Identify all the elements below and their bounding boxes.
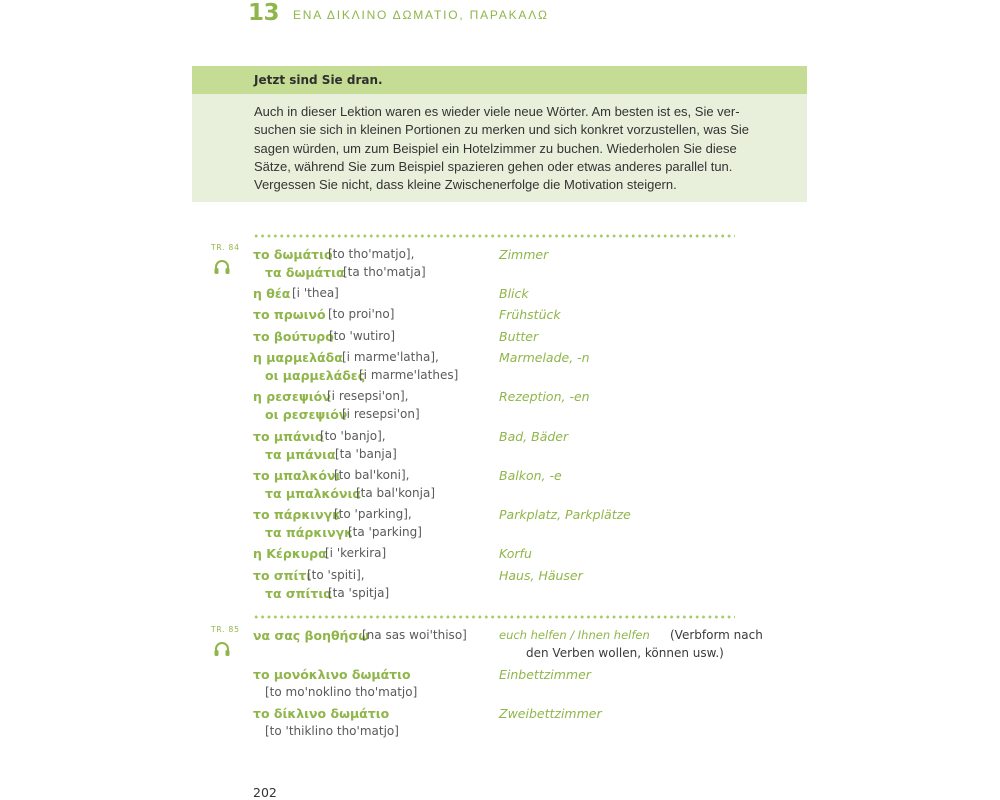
pronunciation: [i 'thea] <box>292 286 339 300</box>
dotted-divider <box>253 234 735 238</box>
translation: Butter <box>499 329 539 344</box>
pronunciation: [ta 'parking] <box>348 525 422 539</box>
translation: Frühstück <box>499 307 561 322</box>
translation: Haus, Häuser <box>499 568 583 583</box>
greek-word: οι μαρμελάδες <box>265 368 366 383</box>
exercise-line: suchen sie sich in kleinen Portionen zu merken und sich konkret vorzustellen, was Sie <box>254 122 749 138</box>
greek-word: το μπάνιο <box>253 429 324 444</box>
translation: Marmelade, -n <box>499 350 590 365</box>
pronunciation: [i 'kerkira] <box>325 546 387 560</box>
translation: Einbettzimmer <box>499 667 591 682</box>
greek-word: το μπαλκόνι <box>253 468 341 483</box>
pronunciation: [ta bal'konja] <box>356 486 435 500</box>
track-84-marker <box>211 243 240 275</box>
translation: Parkplatz, Parkplätze <box>499 507 631 522</box>
chapter-title: ΕΝΑ ΔΙΚΛΙΝΟ ΔΩΜΑΤΙΟ, ΠΑΡΑΚΑΛΩ <box>293 8 549 22</box>
greek-word: τα μπαλκόνια <box>265 486 361 501</box>
chapter-number: 13 <box>248 0 280 26</box>
headphones-icon[interactable] <box>213 641 231 657</box>
translation: euch helfen / Ihnen helfen <box>499 628 650 642</box>
exercise-line: sagen würden, um zum Beispiel ein Hotelzimmer zu buchen. Wiederholen Sie diese <box>254 140 737 156</box>
exercise-box-text <box>254 103 754 194</box>
greek-word: το δίκλινο δωμάτιο <box>253 706 390 721</box>
greek-word: το πάρκινγκ <box>253 507 342 522</box>
greek-word: να σας βοηθήσω <box>253 628 370 643</box>
track-label: TR. 84 <box>211 243 240 252</box>
pronunciation: [to 'banjo], <box>320 429 386 443</box>
headphones-icon[interactable] <box>213 259 231 275</box>
translation: Korfu <box>499 546 532 561</box>
greek-word: το δωμάτιο <box>253 247 333 262</box>
exercise-line: Auch in dieser Lektion waren es wieder viele neue Wörter. Am besten ist es, Sie ver- <box>254 104 740 119</box>
greek-word: το πρωινό <box>253 307 326 322</box>
page-number: 202 <box>253 785 277 800</box>
greek-word: τα σπίτια <box>265 586 332 601</box>
pronunciation: [i marme'latha], <box>342 350 439 364</box>
grammar-note: (Verbform nach <box>670 628 763 642</box>
translation: Rezeption, -en <box>499 389 590 404</box>
exercise-line: Sätze, während Sie zum Beispiel spazieren gehen oder etwas anderes parallel tun. <box>254 158 733 174</box>
greek-word: το βούτυρο <box>253 329 334 344</box>
pronunciation: [to tho'matjo], <box>328 247 415 261</box>
pronunciation: [ta tho'matja] <box>343 265 426 279</box>
translation: Blick <box>499 286 529 301</box>
translation: Balkon, -e <box>499 468 562 483</box>
pronunciation: [i marme'lathes] <box>359 368 459 382</box>
grammar-note: den Verben wollen, können usw.) <box>526 646 724 660</box>
greek-word: τα δωμάτια <box>265 265 345 280</box>
translation: Zimmer <box>499 247 549 262</box>
greek-word: η μαρμελάδα <box>253 350 343 365</box>
exercise-box-title: Jetzt sind Sie dran. <box>254 73 383 87</box>
pronunciation: [i resepsi'on], <box>327 389 409 403</box>
pronunciation: [ta 'spitja] <box>328 586 390 600</box>
greek-word: η θέα <box>253 286 291 301</box>
greek-word: η ρεσεψιόν <box>253 389 331 404</box>
greek-word: το μονόκλινο δωμάτιο <box>253 667 411 682</box>
pronunciation: [to 'parking], <box>334 507 412 521</box>
greek-word: τα μπάνια <box>265 447 336 462</box>
greek-word: το σπίτι <box>253 568 312 583</box>
greek-word: η Κέρκυρα <box>253 546 327 561</box>
greek-word: οι ρεσεψιόν <box>265 407 348 422</box>
track-85-marker <box>211 625 240 657</box>
pronunciation: [to 'thiklino tho'matjo] <box>265 724 399 738</box>
pronunciation: [to mo'noklino tho'matjo] <box>265 685 418 699</box>
translation: Zweibettzimmer <box>499 706 602 721</box>
dotted-divider <box>253 615 735 619</box>
pronunciation: [ta 'banja] <box>335 447 397 461</box>
pronunciation: [na sas woi'thiso] <box>362 628 467 642</box>
pronunciation: [to 'wutiro] <box>329 329 395 343</box>
pronunciation: [to proi'no] <box>328 307 395 321</box>
pronunciation: [to 'spiti], <box>307 568 365 582</box>
translation: Bad, Bäder <box>499 429 569 444</box>
greek-word: τα πάρκινγκ <box>265 525 354 540</box>
pronunciation: [to bal'koni], <box>334 468 410 482</box>
exercise-line: Vergessen Sie nicht, dass kleine Zwischenerfolge die Motivation steigern. <box>254 177 677 193</box>
pronunciation: [i resepsi'on] <box>342 407 420 421</box>
track-label: TR. 85 <box>211 625 240 634</box>
exercise-box <box>192 66 807 202</box>
